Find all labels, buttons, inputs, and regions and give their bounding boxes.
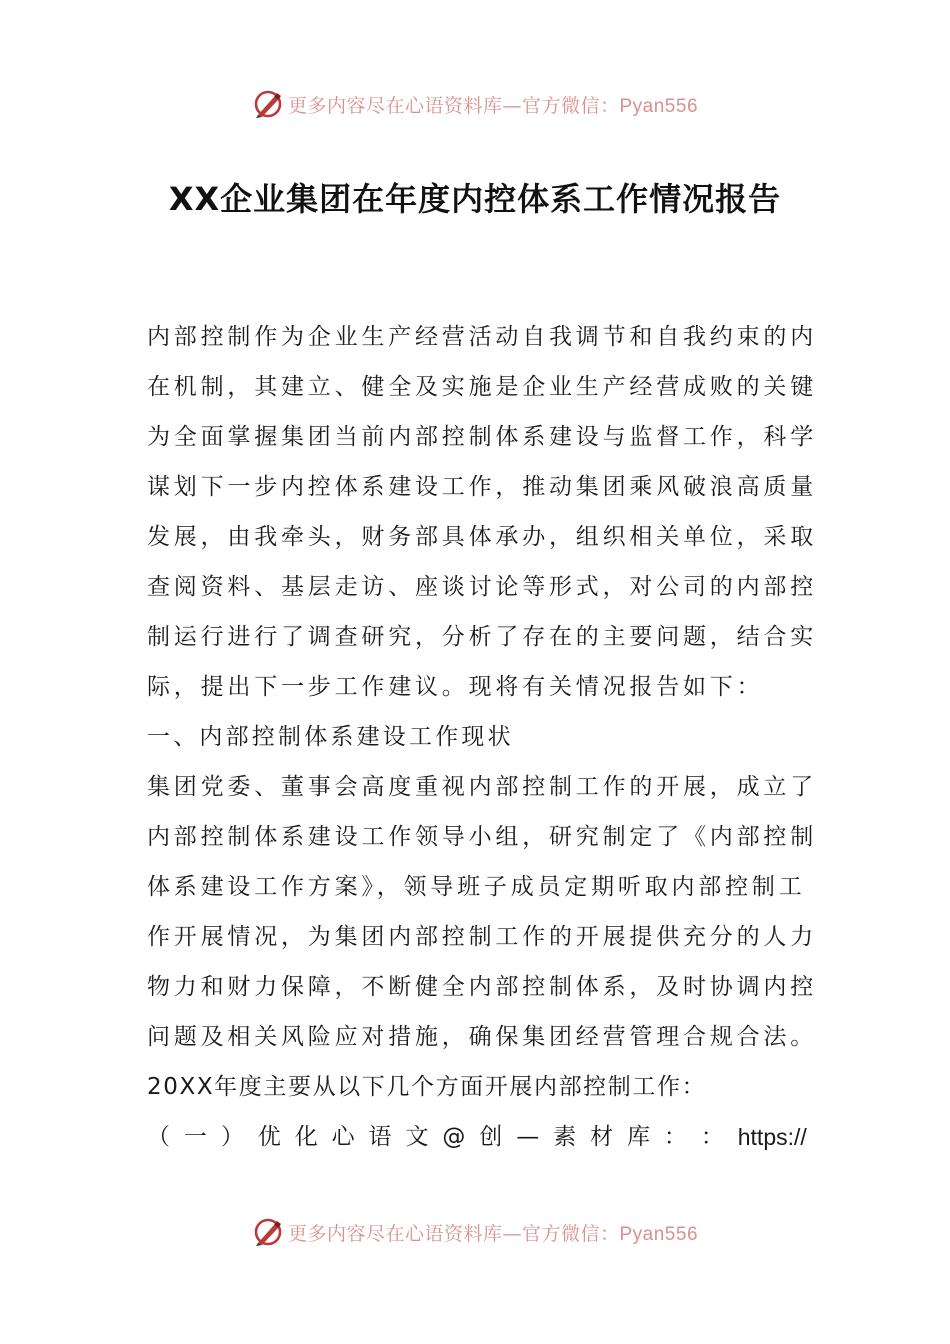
token: 语 bbox=[368, 1124, 392, 1150]
token: 库 bbox=[626, 1124, 650, 1150]
token: 素 bbox=[553, 1124, 577, 1150]
token: 化 bbox=[294, 1124, 318, 1150]
token: 优 bbox=[257, 1124, 281, 1150]
token: ： bbox=[663, 1124, 687, 1150]
token: （ bbox=[147, 1124, 170, 1150]
watermark-text: 更多内容尽在心语资料库—官方微信：Pyan556 bbox=[287, 1222, 699, 1245]
paragraph-line: 作开展情况，为集团内部控制工作的开展提供充分的人力 bbox=[147, 924, 817, 950]
paragraph-line: 集团党委、董事会高度重视内部控制工作的开展，成立了 bbox=[147, 774, 817, 800]
subheading-line bbox=[147, 1112, 807, 1162]
token: 文 bbox=[405, 1124, 429, 1150]
token: 创 bbox=[479, 1124, 503, 1150]
pen-logo-icon bbox=[252, 1216, 284, 1248]
token: — bbox=[516, 1124, 540, 1150]
paragraph-line: 际，提出下一步工作建议。现将有关情况报告如下： bbox=[147, 674, 764, 700]
paragraph-line: 为全面掌握集团当前内部控制体系建设与监督工作，科学 bbox=[147, 424, 817, 450]
paragraph-line: 制运行进行了调查研究，分析了存在的主要问题，结合实 bbox=[147, 624, 817, 650]
paragraph-line: 体系建设工作方案》，领导班子成员定期听取内部控制工 bbox=[147, 874, 806, 900]
url-fragment: https:// bbox=[737, 1124, 807, 1150]
paragraph-line: 在机制，其建立、健全及实施是企业生产经营成败的关键 bbox=[147, 374, 817, 400]
paragraph-line: 查阅资料、基层走访、座谈讨论等形式，对公司的内部控 bbox=[147, 574, 817, 600]
section-heading: 一、内部控制体系建设工作现状 bbox=[147, 724, 514, 750]
pen-logo-icon bbox=[252, 88, 284, 120]
token: ） bbox=[220, 1124, 244, 1150]
token: 材 bbox=[590, 1124, 614, 1150]
watermark-handle: Pyan556 bbox=[619, 95, 699, 117]
token: @ bbox=[442, 1124, 466, 1150]
document-body bbox=[147, 312, 817, 1162]
token: ： bbox=[700, 1124, 724, 1150]
token: 一 bbox=[183, 1124, 207, 1150]
paragraph-line: 内部控制作为企业生产经营活动自我调节和自我约束的内 bbox=[147, 324, 817, 350]
watermark-handle: Pyan556 bbox=[619, 1223, 699, 1245]
footer-watermark bbox=[0, 1212, 950, 1252]
watermark-text: 更多内容尽在心语资料库—官方微信：Pyan556 bbox=[287, 94, 699, 117]
header-watermark bbox=[0, 84, 950, 124]
token: 心 bbox=[331, 1124, 355, 1150]
paragraph-line: 发展，由我牵头，财务部具体承办，组织相关单位，采取 bbox=[147, 524, 817, 550]
paragraph-line: 谋划下一步内控体系建设工作，推动集团乘风破浪高质量 bbox=[147, 474, 817, 500]
paragraph-line: 物力和财力保障，不断健全内部控制体系，及时协调内控 bbox=[147, 974, 817, 1000]
paragraph-line: 20XX年度主要从以下几个方面开展内部控制工作： bbox=[147, 1074, 707, 1100]
document-title: XX企业集团在年度内控体系工作情况报告 bbox=[168, 180, 782, 218]
paragraph-line: 问题及相关风险应对措施，确保集团经营管理合规合法。 bbox=[147, 1024, 817, 1050]
paragraph-line: 内部控制体系建设工作领导小组，研究制定了《内部控制 bbox=[147, 824, 817, 850]
